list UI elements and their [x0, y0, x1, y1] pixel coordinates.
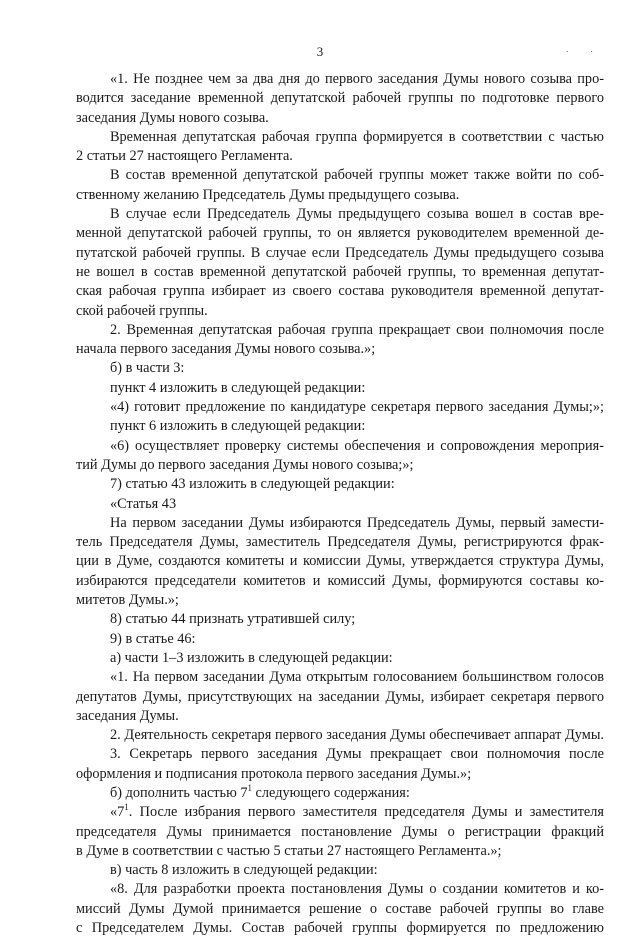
text-line-main: 2. Деятельность секретаря первого заседания Думы обеспечивает аппарат Думы.	[110, 727, 604, 744]
text-line	[76, 359, 604, 378]
text-line-main: б) дополнить частью 7	[110, 784, 248, 801]
text-line-main: 3. Секретарь первого заседания Думы прекращает свои полномочия после	[110, 746, 604, 763]
corner-marks: . .	[566, 44, 603, 54]
text-line	[76, 379, 604, 398]
text-line-main: с Председателем Думы. Состав рабочей группы формируется по предложению	[76, 920, 604, 937]
text-line-main: «Статья 43	[110, 495, 177, 512]
text-line-main: «7	[110, 804, 125, 821]
text-line-main: «4) готовит предложение по кандидатуре секретаря первого заседания Думы;»;	[110, 399, 604, 416]
text-line-main: заседания Думы.	[76, 707, 179, 724]
text-line	[76, 726, 604, 745]
text-line	[76, 495, 604, 514]
text-line-main: ции в Думе, создаются комитеты и комиссии Думы, утверждается структура Думы,	[76, 553, 604, 570]
text-line	[76, 610, 604, 629]
text-line-main: депутатов Думы, присутствующих на заседании Думы, избирает секретаря первого	[76, 688, 604, 705]
text-line	[76, 128, 604, 147]
text-line	[76, 89, 604, 108]
text-line-main: На первом заседании Думы избираются Председатель Думы, первый замести-	[110, 514, 604, 531]
text-line-main: 7) статью 43 изложить в следующей редакции:	[110, 476, 395, 493]
text-line-main: тий Думы до первого заседания Думы нового созыва;»;	[76, 456, 414, 473]
text-line	[76, 244, 604, 263]
text-line	[76, 880, 604, 899]
superscript-index: 1	[124, 802, 129, 813]
text-line-main: миссий Думы Думой принимается решение о составе рабочей группы во главе	[76, 900, 604, 917]
text-line-tail: следующего содержания:	[251, 784, 410, 801]
text-line	[76, 745, 604, 764]
text-line	[76, 784, 604, 803]
text-line-main: менной депутатской рабочей группы, то он является руководителем временной де-	[76, 225, 604, 242]
text-line-main: ственному желанию Председатель Думы предыдущего созыва.	[76, 186, 460, 203]
text-line	[76, 475, 604, 494]
text-line-main: В случае если Председатель Думы предыдущего созыва вошел в состав вре-	[110, 206, 604, 223]
text-line	[76, 900, 604, 919]
text-line	[76, 340, 604, 359]
text-line	[76, 861, 604, 880]
text-line	[76, 572, 604, 591]
text-line-main: председателя Думы принимается постановление Думы о регистрации фракций	[76, 823, 604, 840]
text-line-main: заседания Думы нового созыва.	[76, 109, 269, 126]
text-line-main: 9) в статье 46:	[110, 630, 196, 647]
text-line-main: «6) осуществляет проверку системы обеспечения и сопровождения мероприя-	[110, 437, 604, 454]
text-line	[76, 224, 604, 243]
text-line	[76, 919, 604, 938]
text-line	[76, 630, 604, 649]
superscript-index: 1	[247, 783, 252, 794]
text-line-main: тель Председателя Думы, заместитель Председателя Думы, регистрируются фрак-	[76, 534, 604, 551]
text-line	[76, 437, 604, 456]
text-line-main: в) часть 8 изложить в следующей редакции:	[110, 862, 378, 879]
text-line	[76, 456, 604, 475]
text-line-main: 2 статьи 27 настоящего Регламента.	[76, 148, 293, 165]
text-line	[76, 649, 604, 668]
text-line-main: в Думе в соответствии с частью 5 статьи 27 настоящего Регламента.»;	[76, 842, 502, 859]
text-line-main: ской рабочей группы.	[76, 302, 208, 319]
text-line	[76, 166, 604, 185]
text-line-main: пункт 4 изложить в следующей редакции:	[110, 379, 366, 396]
text-line	[76, 398, 604, 417]
text-line-main: 2. Временная депутатская рабочая группа прекращает свои полномочия после	[110, 321, 604, 338]
text-line-main: В состав временной депутатской рабочей группы может также войти по соб-	[110, 167, 604, 184]
text-line-main: а) части 1–3 изложить в следующей редакции:	[110, 649, 393, 666]
text-line	[76, 205, 604, 224]
text-line-main: «1. Не позднее чем за два дня до первого заседания Думы нового созыва про-	[110, 71, 604, 87]
text-line-main: пункт 6 изложить в следующей редакции:	[110, 418, 366, 435]
text-line	[76, 668, 604, 687]
text-line	[76, 109, 604, 128]
text-line-main: б) в части 3:	[110, 360, 185, 377]
text-line	[76, 842, 604, 861]
text-line	[76, 321, 604, 340]
text-line	[76, 533, 604, 552]
text-line	[76, 591, 604, 610]
text-line-main: ская рабочая группа избирает из своего состава руководителя временной депутат-	[76, 283, 604, 300]
text-line-main: 8) статью 44 признать утратившей силу;	[110, 611, 356, 628]
text-line-main: «8. Для разработки проекта постановления Думы о создании комитетов и ко-	[110, 881, 604, 898]
text-line-main: Временная депутатская рабочая группа формируется в соответствии с частью	[110, 128, 604, 145]
text-line	[76, 765, 604, 784]
text-line	[76, 514, 604, 533]
text-line	[76, 823, 604, 842]
page-number: 3	[316, 44, 324, 59]
text-line	[76, 417, 604, 436]
text-line-main: водится заседание временной депутатской рабочей группы по подготовке первого	[76, 90, 604, 107]
text-line	[76, 70, 604, 89]
text-line	[76, 282, 604, 301]
text-line-main: оформления и подписания протокола первого заседания Думы.»;	[76, 765, 472, 782]
text-line-tail: . После избрания первого заместителя председателя Думы и заместителя	[128, 804, 604, 821]
text-line	[76, 147, 604, 166]
text-line	[76, 302, 604, 321]
text-line	[76, 552, 604, 571]
text-line-main: не вошел в состав временной депутатской рабочей группы, то временная депутат-	[76, 263, 604, 280]
text-line-main: митетов Думы.»;	[76, 592, 179, 609]
text-line-main: избираются председатели комитетов и комиссий Думы, формируются составы ко-	[76, 572, 604, 589]
text-line	[76, 186, 604, 205]
text-line	[76, 688, 604, 707]
document-body	[76, 70, 604, 938]
text-line	[76, 263, 604, 282]
text-line	[76, 707, 604, 726]
text-line	[76, 803, 604, 822]
text-line-main: начала первого заседания Думы нового созыва.»;	[76, 341, 376, 358]
text-line-main: «1. На первом заседании Дума открытым голосованием большинством голосов	[110, 669, 604, 686]
text-line-main: путатской рабочей группы. В случае если Председатель Думы предыдущего созыва	[76, 244, 604, 261]
